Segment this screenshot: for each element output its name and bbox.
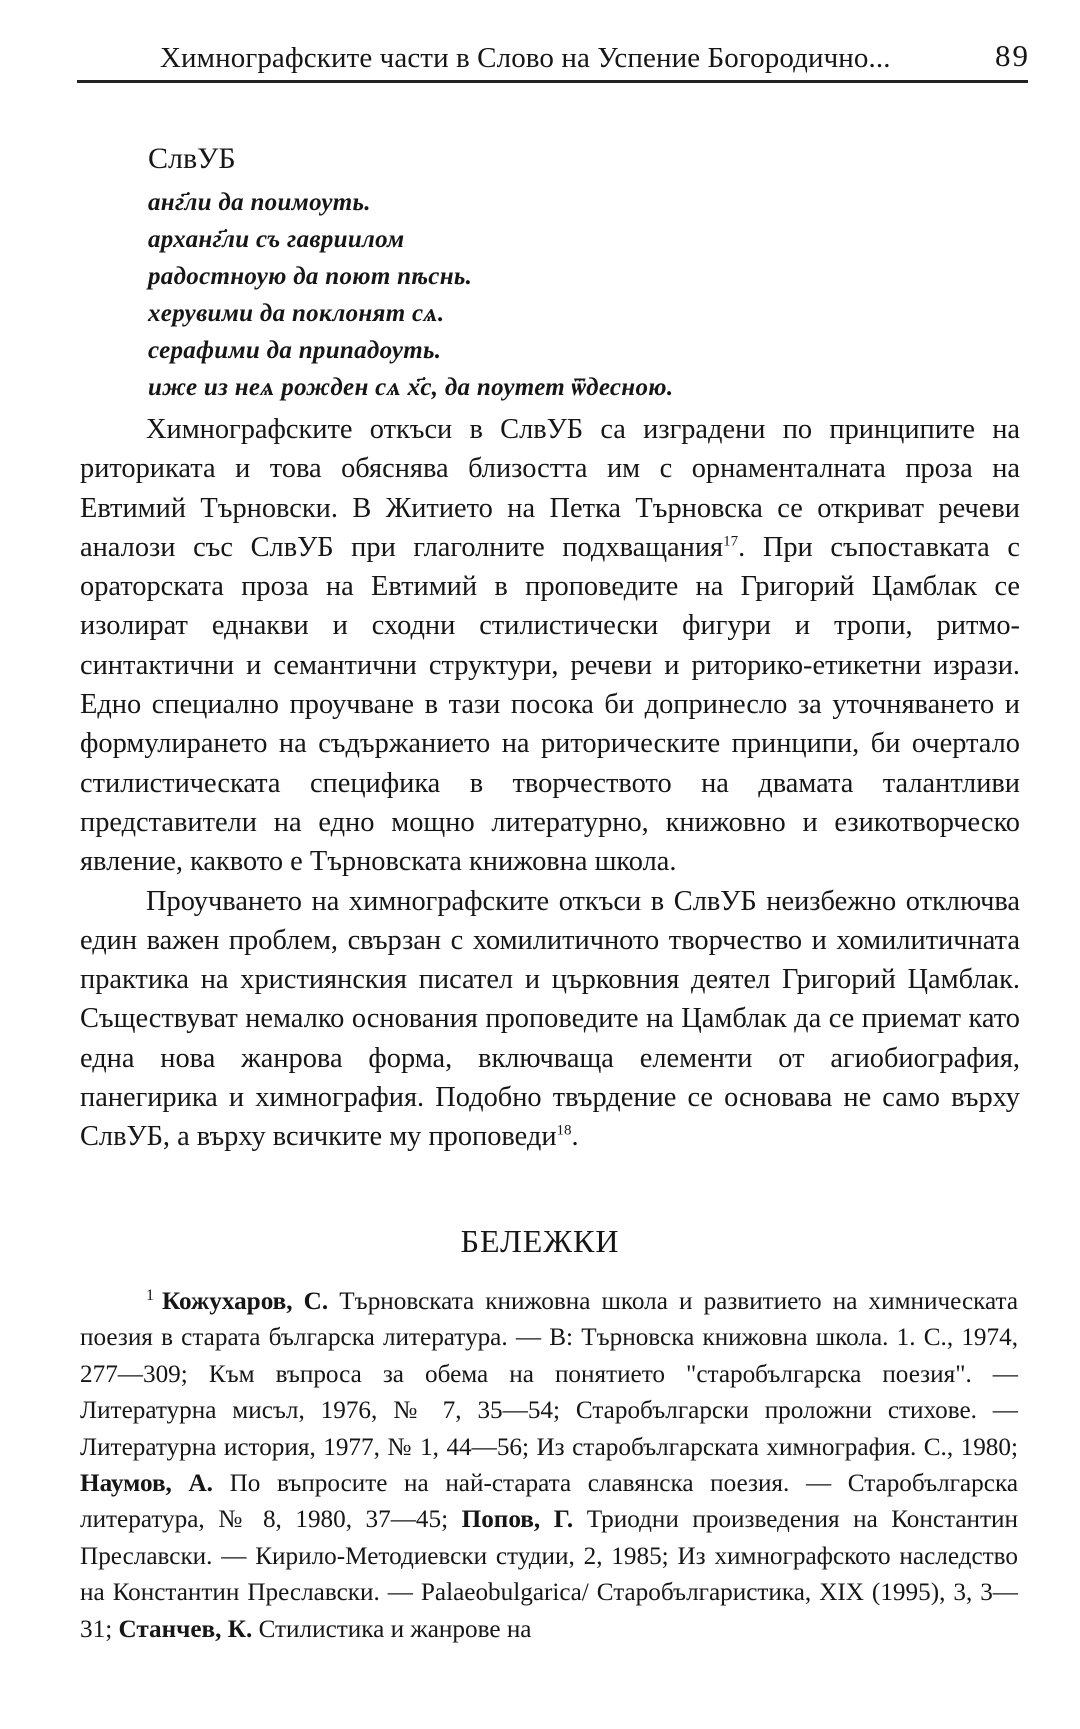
author-name: Станчев, К. <box>118 1615 253 1643</box>
author-name: Попов, Г. <box>461 1506 574 1534</box>
footnote-ref: 18 <box>556 1122 572 1139</box>
footnotes <box>80 1284 1018 1648</box>
footnote <box>80 1284 1018 1648</box>
paragraph <box>80 882 1020 1157</box>
footnote-text: Триодни произведения на Константин Преславски. — Кирило-Методиевски студии, 2, 1985; Из химнографското наследство на Константин Преславски. — Palaeobulgarica/ Старобългаристика, XIX (1995), 3, 3—31; <box>80 1506 1018 1643</box>
notes-heading: БЕЛЕЖКИ <box>460 1223 620 1259</box>
slavonic-quote <box>148 140 673 406</box>
quote-line: серафими да припадоуть. <box>148 337 442 364</box>
header-rule <box>77 80 1028 83</box>
page-number: 89 <box>995 38 1030 73</box>
body-text <box>80 410 1020 1157</box>
quote-line: херувими да поклонят сѧ. <box>148 300 445 327</box>
paragraph <box>80 410 1020 882</box>
quote-line: иже из неѧ рожден сѧ х҃с, да поутет ѿдесною. <box>148 374 674 401</box>
paragraph-text: Проучването на химнографските откъси в СлвУБ неизбежно отключва един важен проблем, свързан с хомилитичното творчество и хомилитичната практика на християнския писател и църковния деятел Григорий Цамблак. Съществуват немалко основания проповедите на Цамблак да се приемат като една нова жанрова форма, включваща елементи от агиобиография, панегирика и химнография. Подобно твърдение се основава не само върху СлвУБ, а върху всичките му проповеди <box>80 885 1020 1153</box>
quote-title: СлвУБ <box>148 142 236 175</box>
footnote-text: Търновската книжовна школа и развитието на химническата поезия в старата българска литература. — В: Търновска книжовна школа. 1. С., 1974, 277—309; Към въпроса за обема на понятието "старобългарска поезия". — Литературна мисъл, 1976, № 7, 35—54; Старобългарски проложни стихове. — Литературна история, 1977, № 1, 44—56; Из старобългарската химнография. С., 1980; <box>80 1288 1019 1461</box>
paragraph-text: Химнографските откъси в СлвУБ са изградени по принципите на риториката и това обяснява близостта им с орнаменталната проза на Евтимий Търновски. В Житието на Петка Търновска се откриват речеви аналози със СлвУБ при глаголните подхващания <box>80 414 1020 563</box>
footnote-text: По въпросите на най-старата славянска поезия. — Старобългарска литература, № 8, 1980, 37—45; <box>80 1470 1018 1534</box>
paragraph-text: . <box>571 1121 579 1153</box>
running-head <box>160 38 1030 78</box>
quote-line: анг҃ли да поимоуть. <box>148 189 371 216</box>
footnote-mark: 1 <box>146 1286 154 1304</box>
quote-line: арханг҃ли съ гавриилом <box>148 226 405 253</box>
quote-line: радостноую да поют пѣснь. <box>148 263 473 290</box>
footnote-ref: 17 <box>723 533 739 550</box>
author-name: Кожухаров, С. <box>162 1288 329 1315</box>
author-name: Наумов, А. <box>80 1470 213 1498</box>
running-title: Химнографските части в Слово на Успение Богородично... <box>160 42 891 74</box>
paragraph-text: . При съпоставката с ораторската проза на Евтимий в проповедите на Григорий Цамблак се изолират еднакви и сходни стилистически фигури и тропи, ритмо-синтактични и семантични структури, речеви и риторико-етикетни изрази. Едно специално проучване в тази посока би допринесло за уточняването и формулирането на съдържанието на риторическите принципи, би очертало стилистическата специфика в творчеството на двамата талантливи представители на едно мощно литературно, книжовно и езикотворческо явление, каквото е Търновската книжовна школа. <box>80 531 1020 878</box>
footnote-text: Стилистика и жанрове на <box>252 1615 532 1643</box>
